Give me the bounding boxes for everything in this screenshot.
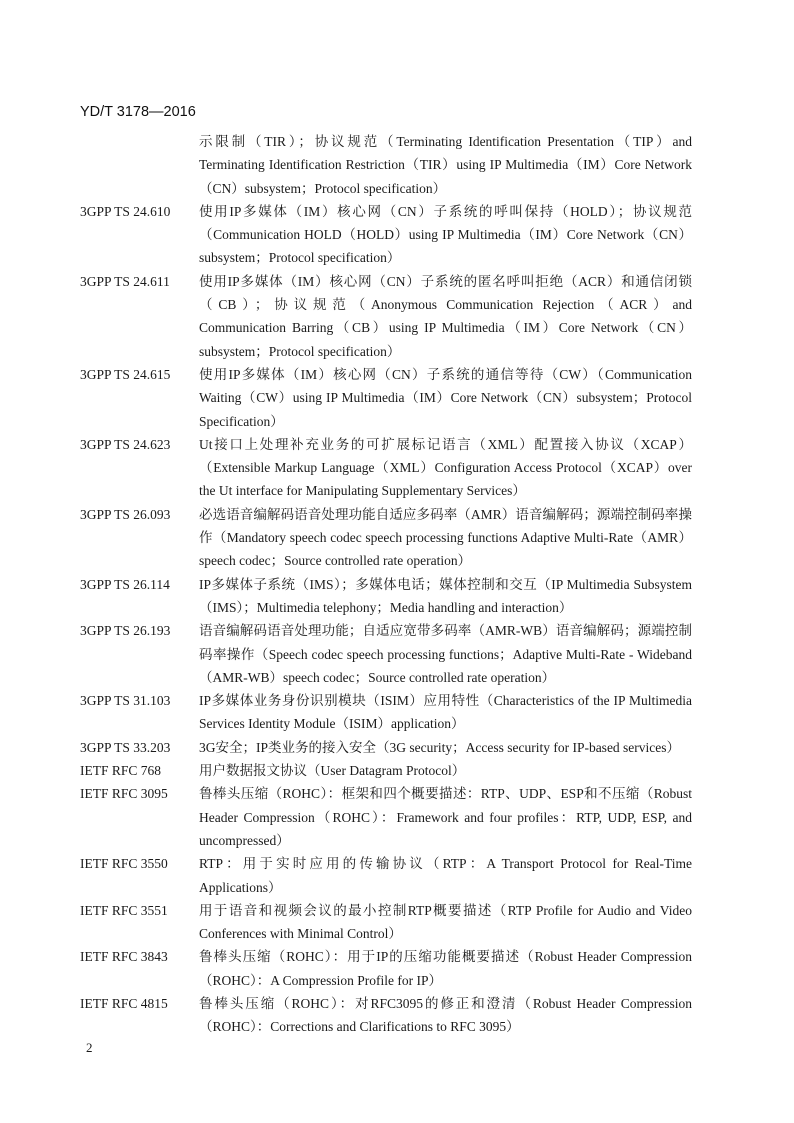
reference-code: 3GPP TS 24.615	[80, 366, 171, 382]
document-code-header: YD/T 3178—2016	[80, 104, 196, 120]
reference-code: IETF RFC 3550	[80, 856, 168, 872]
reference-code: 3GPP TS 33.203	[80, 739, 171, 755]
reference-entry	[80, 759, 692, 782]
reference-title: 鲁棒头压缩（ROHC）：用于IP的压缩功能概要描述（Robust Header Compression（ROHC）：A Compression Profile for IP）	[199, 949, 692, 988]
reference-code: IETF RFC 768	[80, 763, 162, 779]
reference-title: IP多媒体子系统（IMS）；多媒体电话；媒体控制和交互（IP Multimedia Subsystem（IMS）；Multimedia telephony；Media handling and interaction）	[199, 576, 692, 615]
reference-code: 3GPP TS 24.623	[80, 436, 171, 452]
reference-entry	[80, 573, 692, 620]
reference-code: 3GPP TS 26.114	[80, 576, 170, 592]
reference-entry	[80, 130, 692, 200]
reference-entry	[80, 852, 692, 899]
reference-entry	[80, 270, 692, 363]
reference-code: 3GPP TS 26.093	[80, 506, 171, 522]
reference-title: IP多媒体业务身份识别模块（ISIM）应用特性（Characteristics of the IP Multimedia Services Identity Module（ISIM）application）	[199, 693, 692, 732]
reference-code: 3GPP TS 31.103	[80, 693, 171, 709]
reference-title: 用于语音和视频会议的最小控制RTP概要描述（RTP Profile for Audio and Video Conferences with Minimal Control）	[199, 902, 692, 942]
reference-code: IETF RFC 3095	[80, 786, 168, 802]
reference-entry	[80, 992, 692, 1039]
reference-code: IETF RFC 3843	[80, 949, 168, 965]
reference-entry	[80, 363, 692, 433]
reference-code: 3GPP TS 24.610	[80, 203, 171, 219]
reference-title: 示限制（TIR）；协议规范（Terminating Identification Presentation（TIP）and Terminating Identification Restriction（TIR）using IP Multimedia（IM）Core Network（CN）subsystem；Protocol specification）	[199, 134, 692, 196]
reference-title: Ut接口上处理补充业务的可扩展标记语言（XML）配置接入协议（XCAP）（Extensible Markup Language（XML）Configuration Access Protocol（XCAP）over the Ut interface for Manipulating Supplementary Services）	[199, 436, 692, 499]
reference-code: 3GPP TS 24.611	[80, 273, 170, 289]
page-number: 2	[86, 1040, 93, 1055]
normative-references-list	[80, 130, 692, 1039]
reference-entry	[80, 899, 692, 946]
reference-entry	[80, 619, 692, 689]
reference-title: 必选语音编解码语音处理功能自适应多码率（AMR）语音编解码；源端控制码率操作（Mandatory speech codec speech processing functions Adaptive Multi-Rate（AMR）speech codec；Source controlled rate operation）	[199, 506, 692, 569]
reference-title: 鲁棒头压缩（ROHC）：对RFC3095的修正和澄清（Robust Header Compression（ROHC）：Corrections and Clarifications to RFC 3095）	[199, 995, 692, 1035]
reference-code	[80, 130, 199, 200]
reference-title: 使用IP多媒体（IM）核心网（CN）子系统的通信等待（CW）（Communication Waiting（CW）using IP Multimedia（IM）Core Network（CN）subsystem；Protocol Specification）	[199, 366, 692, 429]
reference-title: 用户数据报文协议（User Datagram Protocol）	[199, 763, 466, 779]
reference-entry	[80, 200, 692, 270]
reference-title: RTP：用于实时应用的传输协议（RTP：A Transport Protocol for Real-Time Applications）	[199, 856, 692, 895]
reference-entry	[80, 503, 692, 573]
reference-entry	[80, 736, 692, 759]
reference-title: 鲁棒头压缩（ROHC）：框架和四个概要描述：RTP、UDP、ESP和不压缩（Robust Header Compression（ROHC）：Framework and four profiles：RTP, UDP, ESP, and uncompressed）	[199, 786, 692, 848]
reference-title: 3G安全；IP类业务的接入安全（3G security；Access security for IP-based services）	[199, 739, 681, 755]
reference-code: 3GPP TS 26.193	[80, 623, 171, 639]
reference-entry	[80, 945, 692, 992]
reference-entry	[80, 782, 692, 852]
reference-title: 语音编解码语音处理功能；自适应宽带多码率（AMR-WB）语音编解码；源端控制码率操作（Speech codec speech processing functions；Adaptive Multi-Rate - Wideband（AMR-WB）speech codec；Source controlled rate operation）	[199, 623, 692, 685]
reference-title: 使用IP多媒体（IM）核心网（CN）子系统的呼叫保持（HOLD）；协议规范（Communication HOLD（HOLD）using IP Multimedia（IM）Core Network（CN）subsystem；Protocol specification）	[199, 203, 692, 266]
reference-entry	[80, 689, 692, 736]
reference-entry	[80, 433, 692, 503]
reference-title: 使用IP多媒体（IM）核心网（CN）子系统的匿名呼叫拒绝（ACR）和通信闭锁（CB）；协议规范（Anonymous Communication Rejection（ACR）and Communication Barring（CB）using IP Multimedia（IM）Core Network（CN）subsystem；Protocol specification）	[199, 273, 692, 359]
reference-code: IETF RFC 3551	[80, 902, 168, 918]
reference-code: IETF RFC 4815	[80, 995, 168, 1011]
